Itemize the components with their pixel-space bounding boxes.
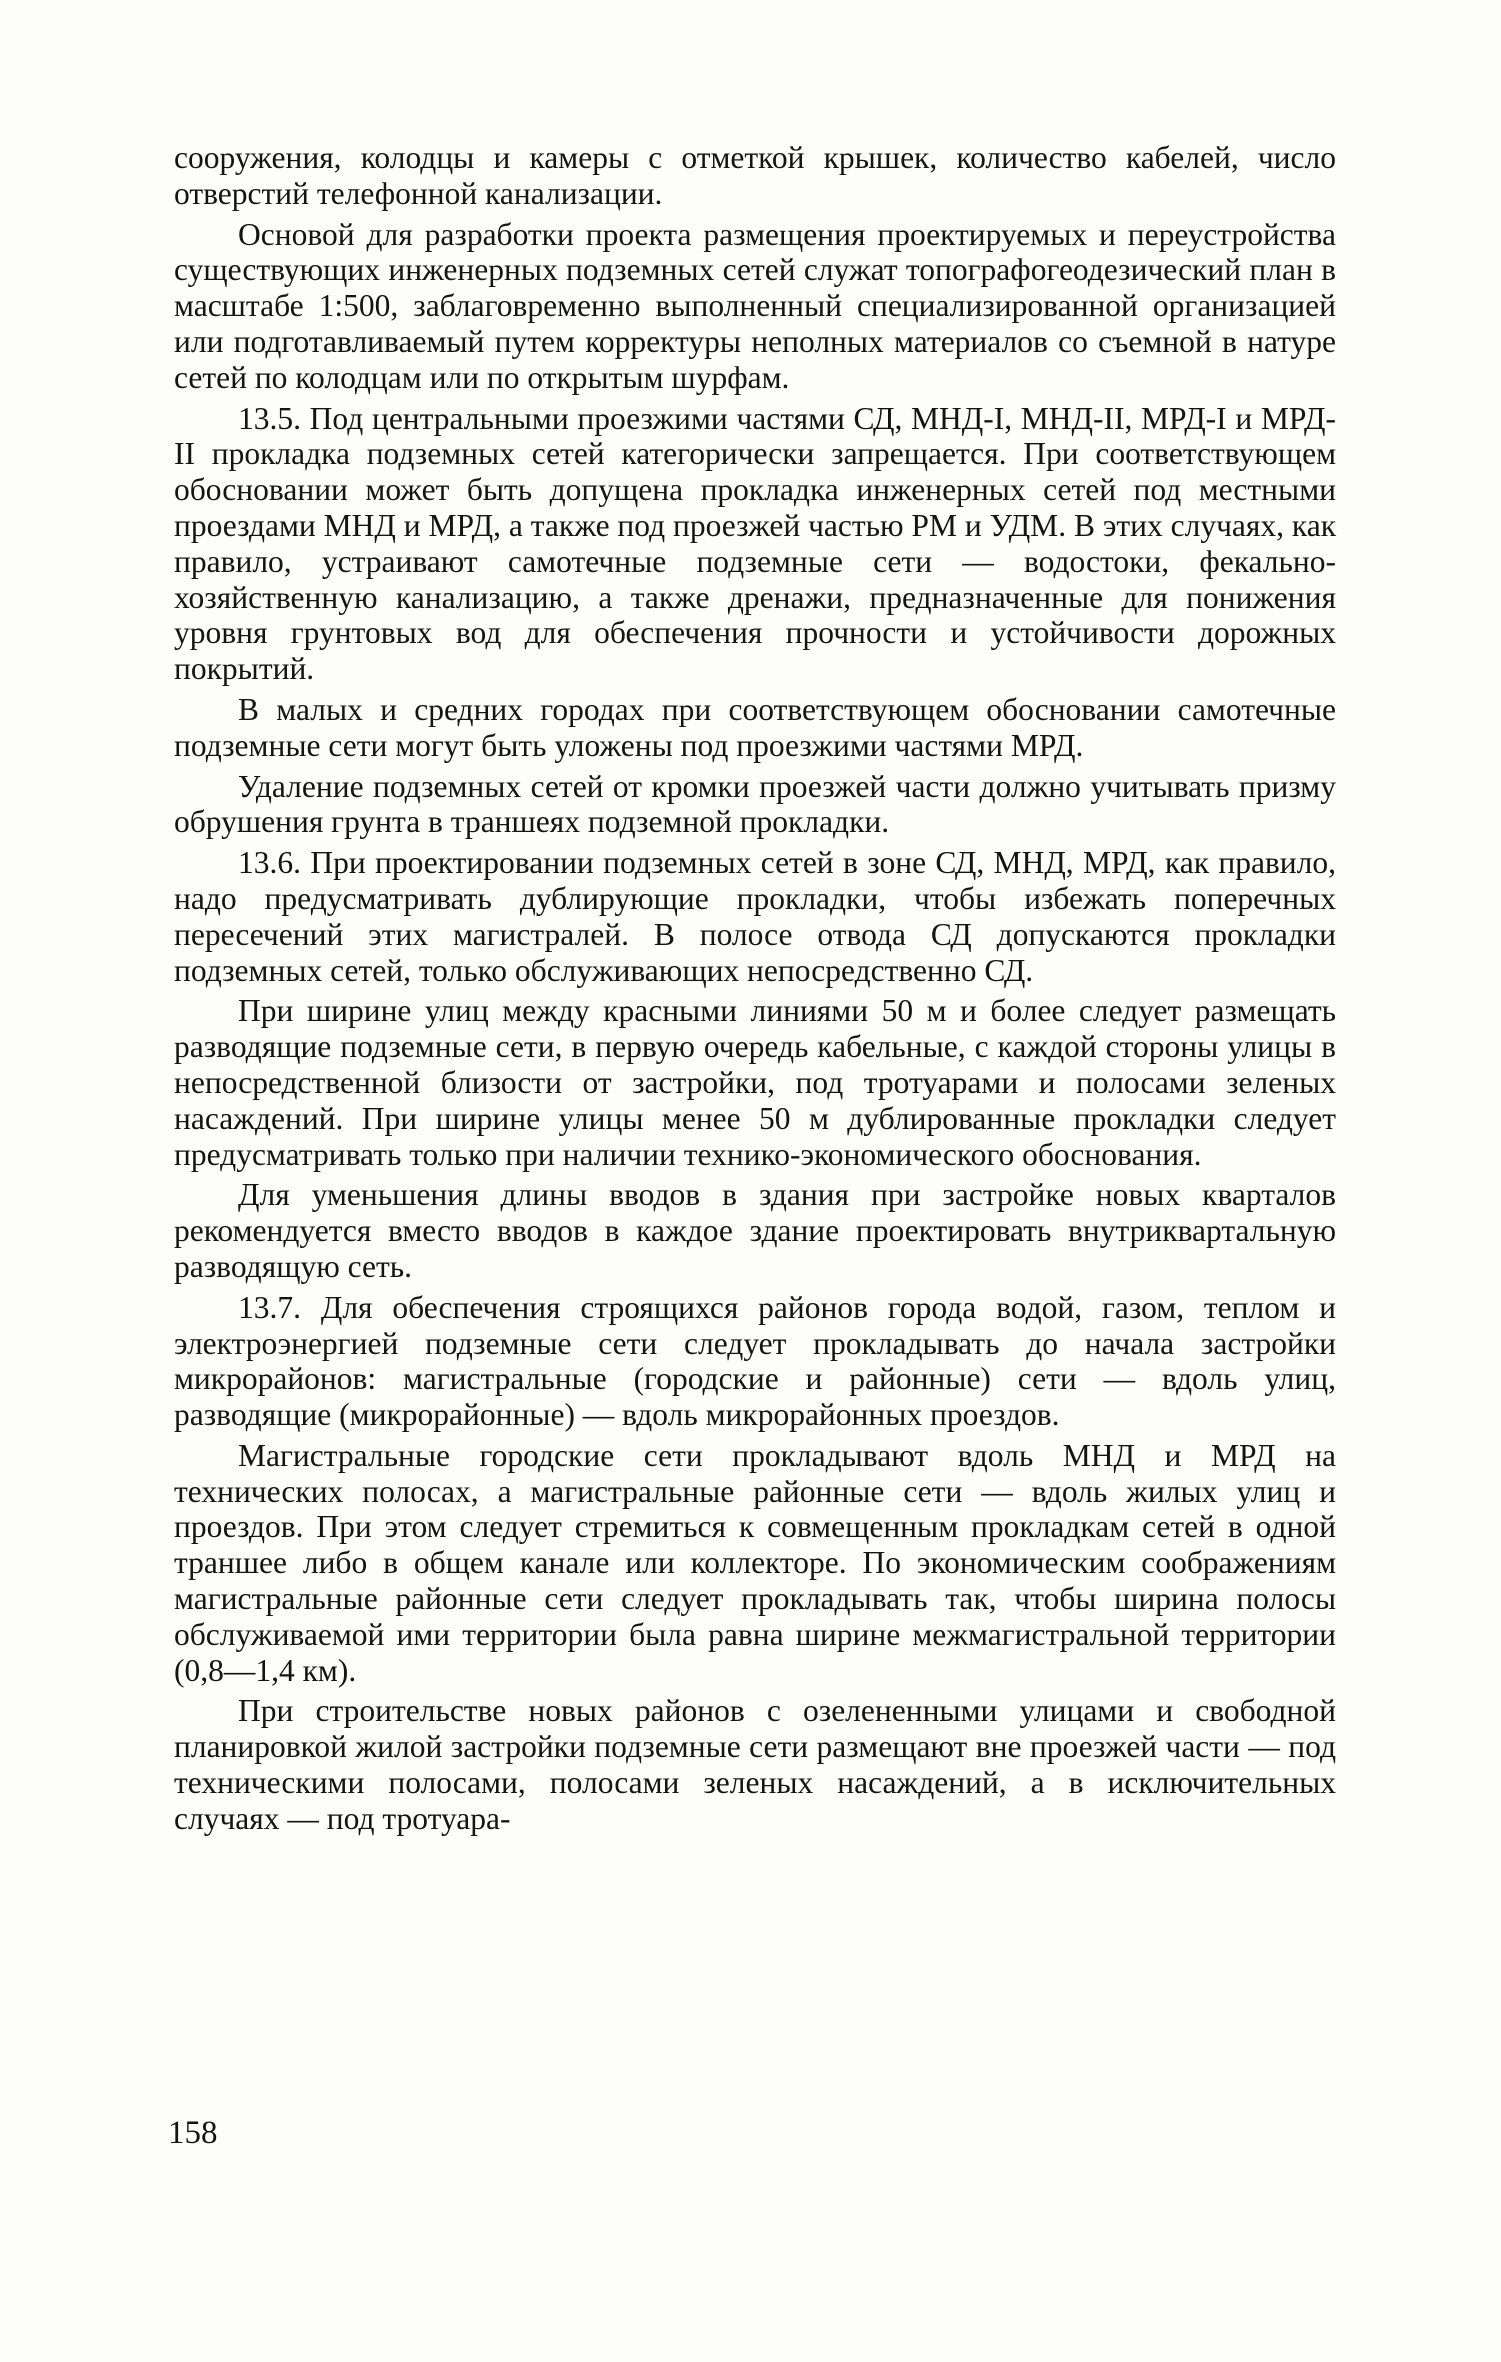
paragraph-section-13-6: 13.6. При проектировании подземных сетей в зоне СД, МНД, МРД, как правило, надо предусматривать дублирующие прокладки, чтобы избежать поперечных пересечений этих магистралей. В полосе отвода СД допускаются прокладки подземных сетей, только обслуживающих непосредственно СД. (174, 845, 1336, 988)
paragraph-new-districts: При строительстве новых районов с озелененными улицами и свободной планировкой жилой застройки подземные сети размещают вне проезжей части — под техническими полосами, полосами зеленых насаждений, а в исключительных случаях — под тротуара- (174, 1693, 1336, 1836)
paragraph-inlets: Для уменьшения длины вводов в здания при застройке новых кварталов рекомендуется вместо вводов в каждое здание проектировать внутриквартальную разводящую сеть. (174, 1177, 1336, 1284)
paragraph-base-plan: Основой для разработки проекта размещения проектируемых и переустройства существующих инженерных подземных сетей служат топографогеодезический план в масштабе 1:500, заблаговременно выполненный специализированной организацией или подготавливаемый путем корректуры неполных материалов со съемной в натуре сетей по колодцам или по открытым шурфам. (174, 216, 1336, 395)
paragraph-street-width: При ширине улиц между красными линиями 50 м и более следует размещать разводящие подземные сети, в первую очередь кабельные, с каждой стороны улицы в непосредственной близости от застройки, под тротуарами и полосами зеленых насаждений. При ширине улицы менее 50 м дублированные прокладки следует предусматривать только при наличии технико-экономического обоснования. (174, 993, 1336, 1172)
paragraph-small-cities: В малых и средних городах при соответствующем обосновании самотечные подземные сети могут быть уложены под проезжими частями МРД. (174, 691, 1336, 763)
paragraph-section-13-5: 13.5. Под центральными проезжими частями СД, МНД-I, МНД-II, МРД-I и МРД-II прокладка подземных сетей категорически запрещается. При соответствующем обосновании может быть допущена прокладка инженерных сетей под местными проездами МНД и МРД, а также под проезжей частью РМ и УДМ. В этих случаях, как правило, устраивают самотечные подземные сети — водостоки, фекально-хозяйственную канализацию, а также дренажи, предназначенные для понижения уровня грунтовых вод для обеспечения прочности и устойчивости дорожных покрытий. (174, 400, 1336, 687)
paragraph-section-13-7: 13.7. Для обеспечения строящихся районов города водой, газом, теплом и электроэнергией подземные сети следует прокладывать до начала застройки микрорайонов: магистральные (городские и районные) сети — вдоль улиц, разводящие (микрорайонные) — вдоль микрорайонных проездов. (174, 1289, 1336, 1433)
page-number: 158 (168, 2115, 218, 2151)
paragraph-continuation: сооружения, колодцы и камеры с отметкой крышек, количество кабелей, число отверстий телефонной канализации. (174, 140, 1336, 211)
paragraph-distance-from-edge: Удаление подземных сетей от кромки проезжей части должно учитывать призму обрушения грунта в траншеях подземной прокладки. (174, 768, 1336, 840)
text-column (174, 140, 1336, 1842)
paragraph-main-networks: Магистральные городские сети прокладывают вдоль МНД и МРД на технических полосах, а магистральные районные сети — вдоль жилых улиц и проездов. При этом следует стремиться к совмещенным прокладкам сетей в одной траншее либо в общем канале или коллекторе. По экономическим соображениям магистральные районные сети следует прокладывать так, чтобы ширина полосы обслуживаемой ими территории была равна ширине межмагистральной территории (0,8—1,4 км). (174, 1437, 1336, 1688)
